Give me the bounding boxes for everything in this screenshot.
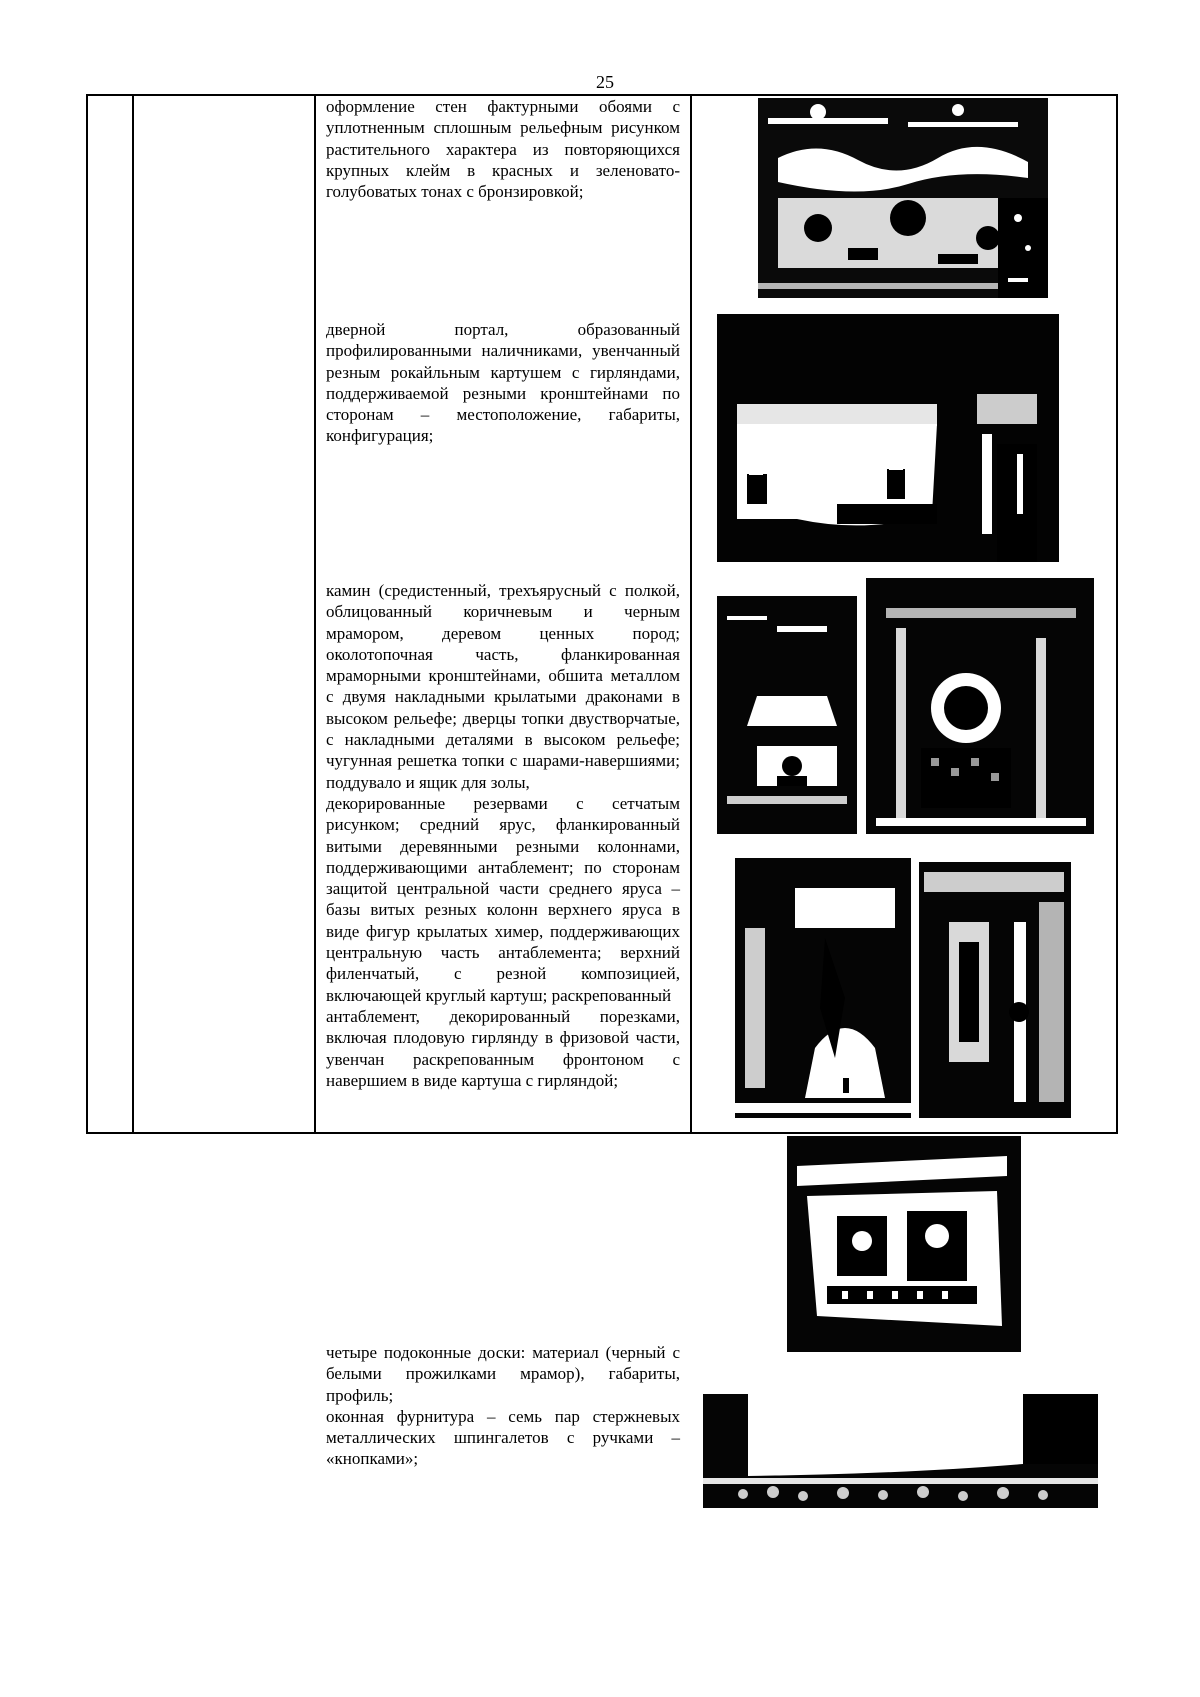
fireplace-lower-left-photo: [717, 596, 857, 834]
window-sills-description: [326, 1342, 680, 1470]
column-divider-2: [314, 96, 316, 1132]
column-divider-1: [132, 96, 134, 1132]
window-sills-text: четыре подоконные доски: материал (черный с белыми прожилками мрамор), габариты, профиль;: [326, 1343, 680, 1405]
wall-finish-description: оформление стен фактурными обоями с уплотненным сплошным рельефным рисунком растительного характера из повторяющихся крупных клейм в красных и зеленовато-голубоватых тонах с бронзировкой;: [326, 97, 680, 202]
fireplace-lower-right-photo: [866, 578, 1094, 834]
fireplace-description-part-1: камин (средистенный, трехъярусный с полкой, облицованный коричневым и черным мрамором, деревом ценных пород; околотопочная часть, фланкированная мраморными кронштейнами, обшита металлом с двумя накладными крылатыми драконами в высоком рельефе; дверцы топки двустворчатые, с накладными деталями в высоком рельефе; чугунная решетка топки с шарами-навершиями; поддувало и ящик для золы,: [326, 581, 680, 792]
fireplace-description: [326, 580, 680, 1091]
door-portal-description: дверной портал, образованный профилированными наличниками, увенчанный резным рокайльным картушем с гирляндами, поддерживаемой резными кронштейнами по сторонам – местоположение, габариты, конфигурация;: [326, 320, 680, 446]
page-number: 25: [596, 72, 614, 92]
fireplace-middle-left-photo: [735, 858, 911, 1118]
fireplace-middle-right-photo: [919, 862, 1071, 1118]
door-portal-photo: [717, 314, 1059, 562]
wall-wallpaper-photo: [758, 98, 1048, 298]
window-hardware-text: оконная фурнитура – семь пар стержневых металлических шпингалетов с ручками – «кнопками»;: [326, 1406, 680, 1469]
window-sill-photo: [703, 1394, 1098, 1508]
column-divider-3: [690, 96, 692, 1132]
fireplace-description-part-2: декорированные резервами с сетчатым рисунком; средний ярус, фланкированный витыми деревянными резными колоннами, поддерживающими антаблемент; по сторонам защитой центральной части среднего яруса – базы витых резных колонн верхнего яруса в виде фигур крылатых химер, поддерживающих центральную часть антаблемента; верхний филенчатый, с резной композицией, включающей круглый картуш; раскрепованный: [326, 793, 680, 1005]
fireplace-description-part-3: антаблемент, декорированный порезками, включая плодовую гирлянду в фризовой части, увенчан раскрепованным фронтоном с навершием в виде картуша с гирляндой;: [326, 1006, 680, 1090]
fireplace-top-photo: [787, 1136, 1021, 1352]
